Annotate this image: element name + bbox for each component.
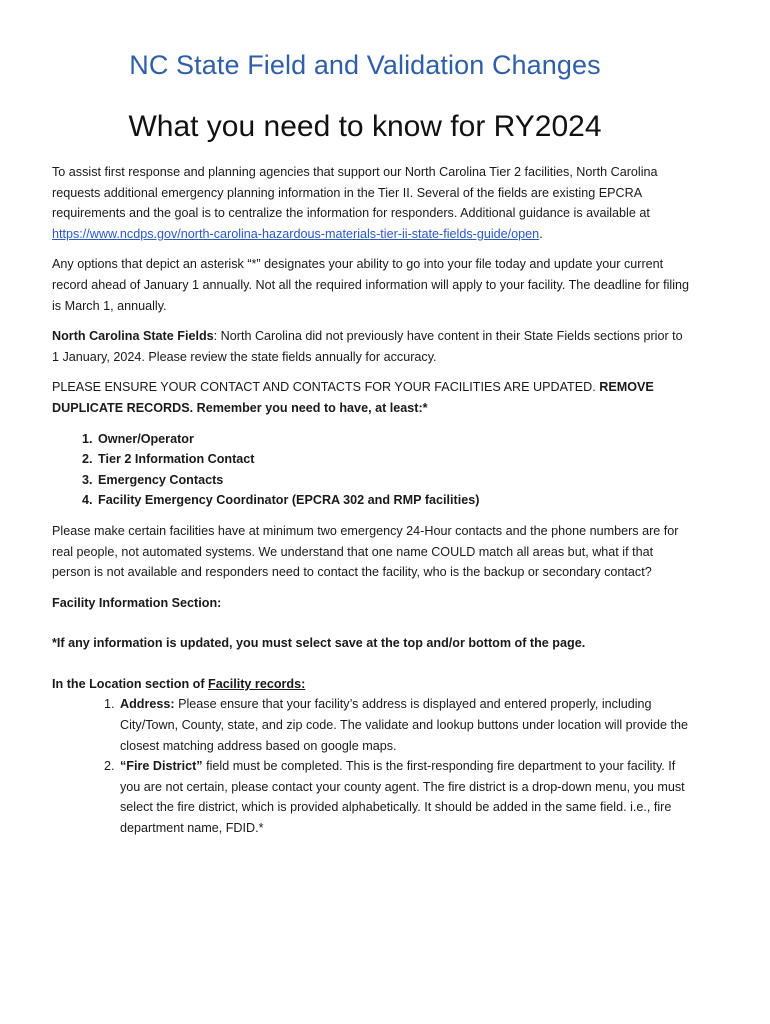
location-item-label: Address: [120,697,175,712]
intro-text: To assist first response and planning agencies that support our North Carolina Tier 2 facilities, North Carolina requests additional emergency planning information in the Tier II. Several of the fields are existing EPCRA requirements and the goal is to centralize the information for responders. Additional guidance is available at [52,165,658,221]
save-note-text: *If any information is updated, you must select save at the top and/or bottom of the page. [52,636,586,651]
state-fields-text: : North Carolina did not previously have content in their State Fields sections prior to 1 January, 2024. Please review the state fields annually for accuracy. [52,329,683,364]
asterisk-note: Any options that depict an asterisk “*” designates your ability to go into your file today and update your current record ahead of January 1 annually. Not all the required information will apply to your facility. The deadline for filing is March 1, annually. [52,257,690,313]
location-item-text: field must be completed. This is the first-responding fire department to your facility. If you are not certain, please contact your county agent. The fire district is a drop-down menu, you must select the fire district, which is provided alphabetically. It should be added in the same field. i.e., fire department name, FDID.* [120,759,685,836]
state-fields-paragraph [52,326,692,367]
save-note [52,633,692,654]
intro-paragraph [52,162,692,244]
list-item: 1. Owner/Operator [96,429,692,450]
ensure-text: PLEASE ENSURE YOUR CONTACT AND CONTACTS FOR YOUR FACILITIES ARE UPDATED. [52,380,600,395]
list-item: 4. Facility Emergency Coordinator (EPCRA 302 and RMP facilities) [96,490,692,511]
location-item-text: Please ensure that your facility’s address is displayed and entered properly, including City/Town, County, state, and zip code. The validate and lookup buttons under location will provide the closest matching address based on google maps. [120,697,688,753]
document-body [52,162,692,839]
document-heading: What you need to know for RY2024 [128,110,602,143]
list-item: 3. Emergency Contacts [96,470,692,491]
intro-end: . [539,226,543,241]
facility-section-heading [52,593,692,614]
emergency-note: Please make certain facilities have at minimum two emergency 24-Hour contacts and the phone numbers are for real people, not automated systems. We understand that one name COULD match all areas but, what if that person is not available and responders need to contact the facility, who is the backup or secondary contact? [52,523,679,580]
list-item: 2. Tier 2 Information Contact [96,449,692,470]
guide-link[interactable]: https://www.ncdps.gov/north-carolina-hazardous-materials-tier-ii-state-fields-guide/open [52,226,540,241]
ensure-bold-text: REMOVE DUPLICATE RECORDS. Remember you need to have, at least:* [52,380,654,415]
location-intro-underlined: Facility records: [208,676,306,691]
document-title: NC State Field and Validation Changes [129,50,601,80]
facility-section-label: Facility Information Section: [52,595,222,610]
location-item-label: “Fire District” [120,759,203,774]
list-item [118,694,692,756]
location-list [52,694,692,838]
location-intro [52,674,692,695]
ensure-paragraph [52,377,692,418]
list-item [118,756,692,838]
contacts-list [52,429,692,511]
state-fields-label: North Carolina State Fields [52,329,214,344]
location-intro-text: In the Location section of [52,676,209,691]
